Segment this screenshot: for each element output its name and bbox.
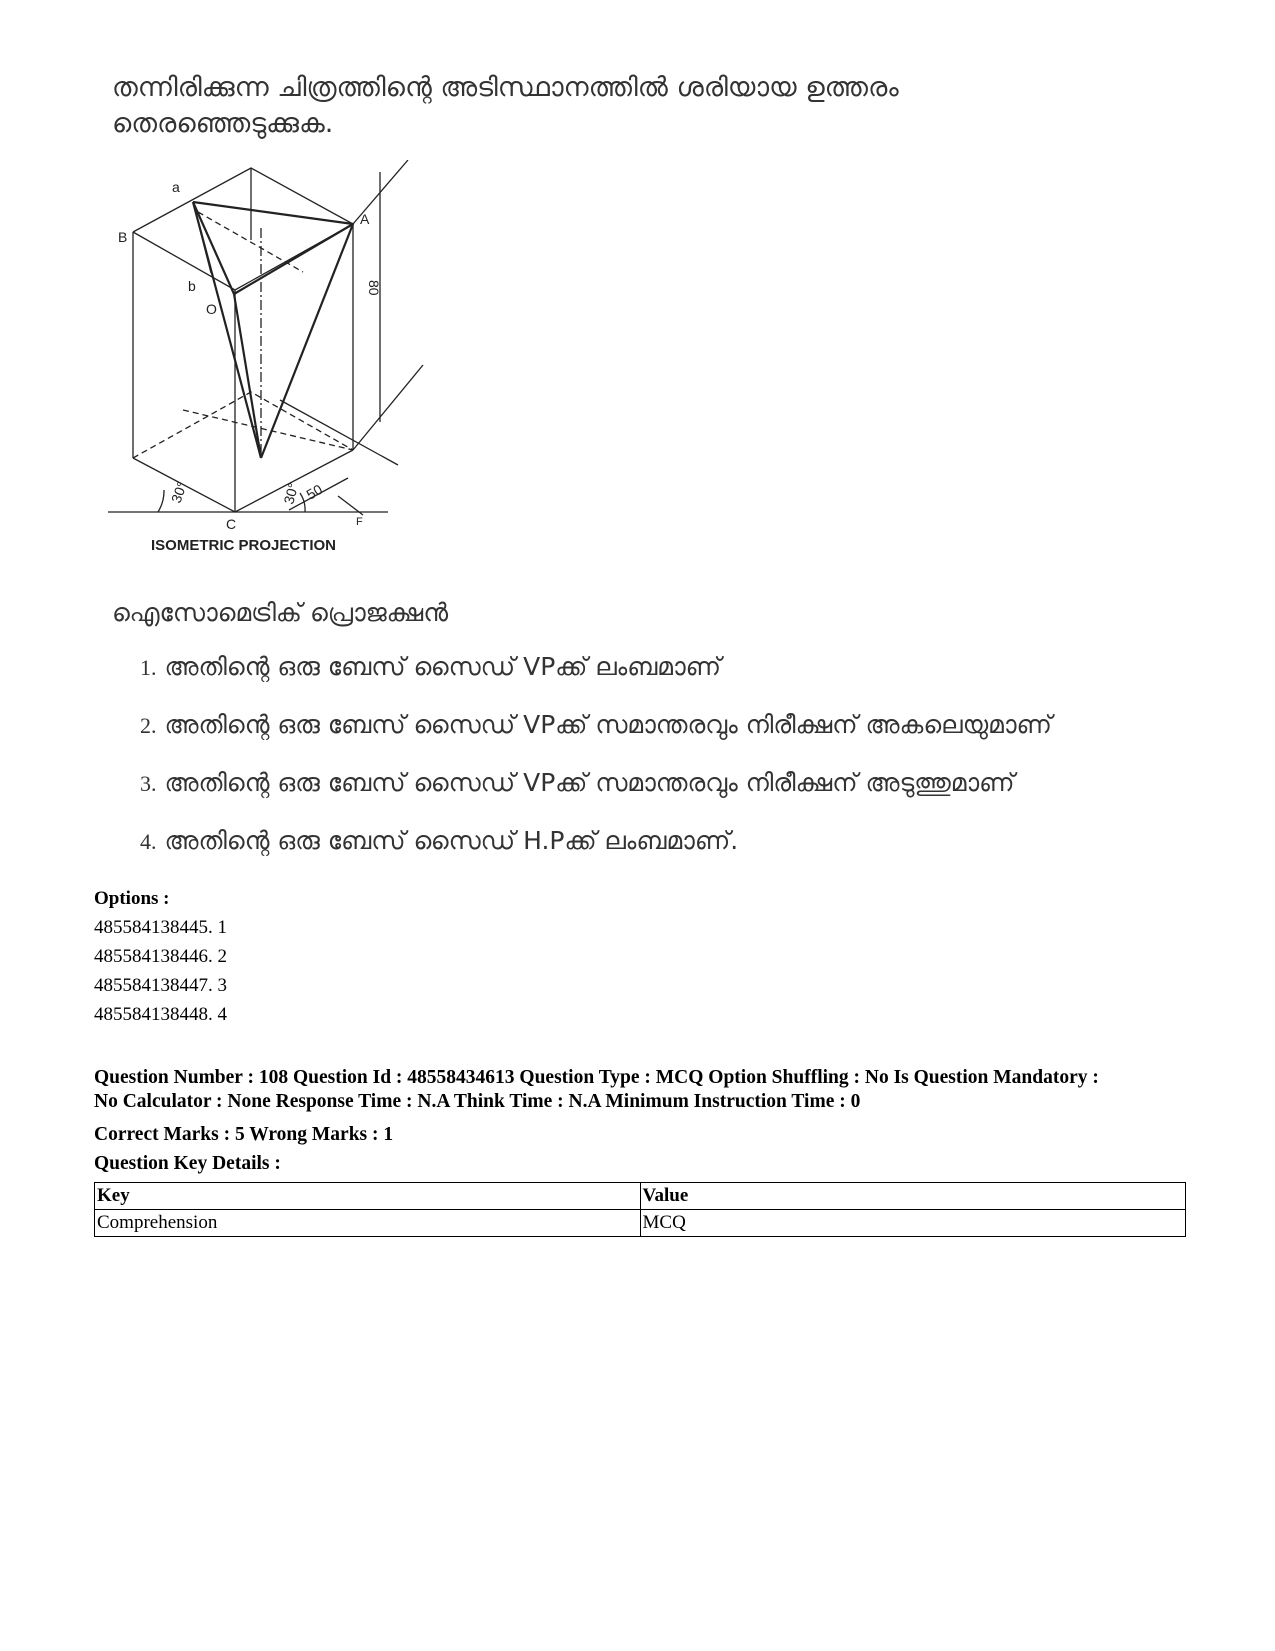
choice-item: 3. അതിന്റെ ഒരു ബേസ് സൈഡ് VPക്ക് സമാന്തരവും നിരീക്ഷന് അടുത്തുമാണ് (140, 768, 1015, 797)
key-table (94, 1182, 1186, 1237)
pyramid-edge (261, 224, 353, 458)
question-prompt (112, 70, 899, 142)
label-a: a (172, 179, 180, 195)
key-details-label: Question Key Details : (94, 1153, 281, 1174)
choice-item: 2. അതിന്റെ ഒരു ബേസ് സൈഡ് VPക്ക് സമാന്തരവും നിരീക്ഷന് അകലെയുമാണ് (140, 710, 1052, 739)
label-O: O (206, 301, 217, 317)
diagram-caption: ISOMETRIC PROJECTION (151, 537, 337, 554)
choice-item: 4. അതിന്റെ ഒരു ബേസ് സൈഡ് H.Pക്ക് ലംബമാണ്. (140, 826, 739, 855)
choice-list (140, 650, 1052, 882)
prompt-line-1: തന്നിരിക്കുന്ന ചിത്രത്തിന്റെ അടിസ്ഥാനത്തിൽ ശരിയായ ഉത്തരം (112, 72, 899, 103)
label-angle-right: 30° (280, 481, 302, 506)
label-height: 80 (366, 280, 382, 296)
dim-ext (353, 365, 423, 450)
option-item: 485584138447. 3 (94, 975, 227, 996)
table-header-row (95, 1183, 1186, 1210)
option-item: 485584138446. 2 (94, 946, 227, 967)
meta-line-2: No Calculator : None Response Time : N.A Think Time : N.A Minimum Instruction Time : 0 (94, 1091, 861, 1112)
marks-line: Correct Marks : 5 Wrong Marks : 1 (94, 1124, 394, 1145)
label-b: b (188, 278, 196, 294)
hidden-line (183, 410, 353, 450)
header-value: Value (640, 1183, 1186, 1210)
label-C: C (226, 516, 237, 532)
label-angle-left: 30° (167, 479, 191, 506)
choice-item: 1. അതിന്റെ ഒരു ബേസ് സൈഡ് VPക്ക് ലംബമാണ് (140, 652, 722, 681)
pyramid-edge (234, 224, 353, 294)
top-face (133, 168, 353, 290)
option-item: 485584138445. 1 (94, 917, 227, 938)
bottom-face-hidden (133, 392, 353, 458)
table-row (95, 1210, 1186, 1237)
cell-value: MCQ (640, 1210, 1186, 1237)
meta-line-1: Question Number : 108 Question Id : 48558434613 Question Type : MCQ Option Shuffling : No Is Question Mandatory : (94, 1067, 1099, 1088)
label-F: F (356, 516, 363, 528)
label-base: 50 (303, 480, 325, 503)
pyramid-edge (234, 294, 261, 458)
options-block (94, 884, 227, 1029)
header-key: Key (95, 1183, 641, 1210)
label-A: A (360, 211, 370, 227)
cell-key: Comprehension (95, 1210, 641, 1237)
pyramid-edge (193, 202, 353, 224)
options-label: Options : (94, 888, 170, 909)
question-meta (94, 1066, 1194, 1114)
bottom-face (133, 450, 353, 512)
label-B: B (118, 229, 128, 245)
question-subtitle: ഐസോമെട്രിക് പ്രൊജക്ഷൻ (112, 598, 449, 627)
isometric-diagram (108, 160, 438, 580)
option-item: 485584138448. 4 (94, 1004, 227, 1025)
angle-arc-left (158, 490, 164, 512)
prompt-line-2: തെരഞ്ഞെടുക്കുക. (112, 108, 334, 139)
